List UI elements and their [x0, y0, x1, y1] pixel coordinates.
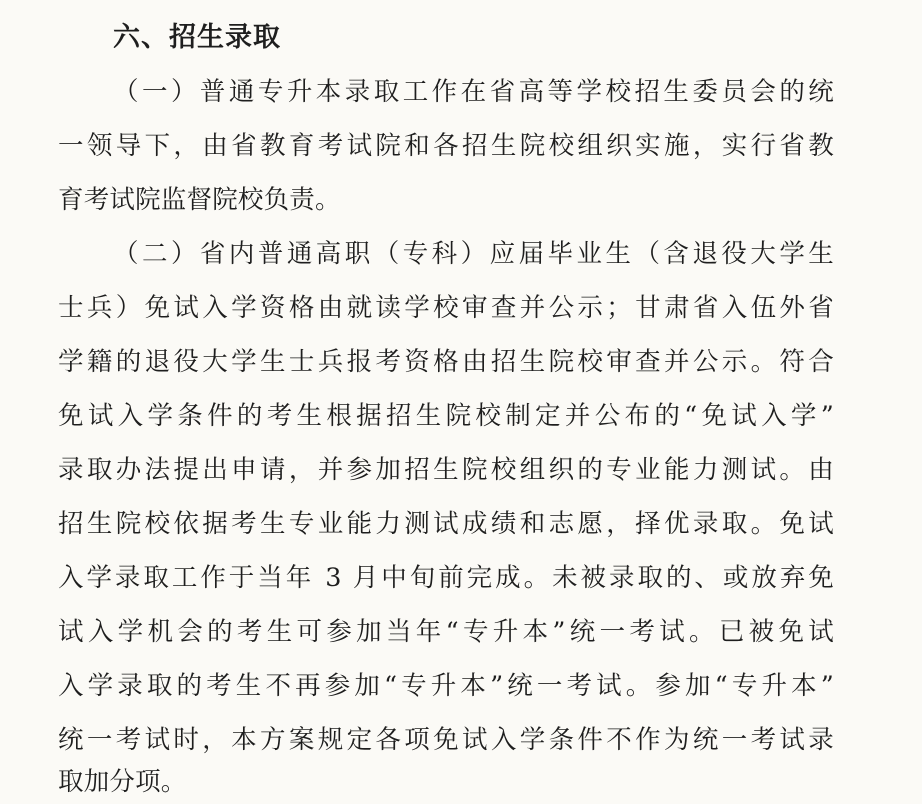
- paragraph-2-line-7: 入学录取工作于当年 3 月中旬前完成。未被录取的、或放弃免: [58, 563, 834, 593]
- paragraph-2-line-6: 招生院校依据考生专业能力测试成绩和志愿，择优录取。免试: [58, 509, 834, 539]
- paragraph-2-line-4: 免试入学条件的考生根据招生院校制定并公布的“免试入学”: [58, 401, 834, 431]
- paragraph-2-line-10: 统一考试时，本方案规定各项免试入学条件不作为统一考试录: [58, 725, 834, 755]
- paragraph-1-line-2: 一领导下，由省教育考试院和各招生院校组织实施，实行省教: [58, 131, 834, 161]
- section-heading: 六、招生录取: [113, 22, 281, 53]
- paragraph-2-line-2: 士兵）免试入学资格由就读学校审查并公示；甘肃省入伍外省: [58, 293, 834, 323]
- paragraph-2-line-9: 入学录取的考生不再参加“专升本”统一考试。参加“专升本”: [58, 671, 834, 701]
- paragraph-1-line-1: （一）普通专升本录取工作在省高等学校招生委员会的统: [113, 77, 834, 107]
- paragraph-2-line-11: 取加分项。: [58, 767, 187, 797]
- paragraph-2-line-3: 学籍的退役大学生士兵报考资格由招生院校审查并公示。符合: [58, 347, 834, 377]
- paragraph-2-line-1: （二）省内普通高职（专科）应届毕业生（含退役大学生: [113, 239, 834, 269]
- paragraph-2-line-8: 试入学机会的考生可参加当年“专升本”统一考试。已被免试: [58, 617, 834, 647]
- paragraph-1-line-3: 育考试院监督院校负责。: [58, 185, 341, 215]
- paragraph-2-line-5: 录取办法提出申请，并参加招生院校组织的专业能力测试。由: [58, 455, 834, 485]
